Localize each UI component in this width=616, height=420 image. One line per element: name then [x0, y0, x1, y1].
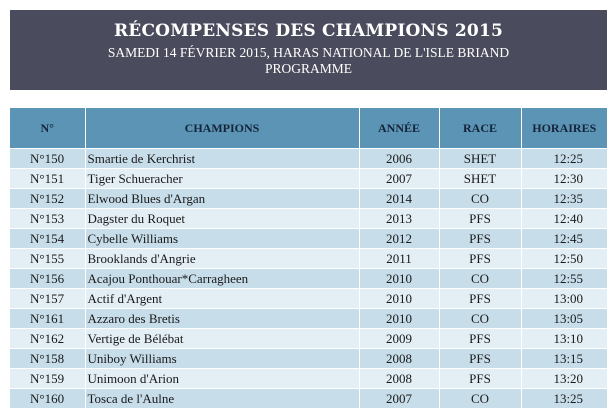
cell-number: N°159 [10, 369, 85, 389]
cell-time: 12:40 [521, 209, 607, 229]
champions-table [10, 108, 607, 408]
cell-champion: Acajou Ponthouar*Carragheen [85, 269, 359, 289]
cell-number: N°151 [10, 169, 85, 189]
cell-race: PFS [439, 249, 521, 269]
cell-year: 2013 [359, 209, 439, 229]
cell-time: 13:00 [521, 289, 607, 309]
title-banner [10, 10, 607, 90]
cell-year: 2008 [359, 369, 439, 389]
cell-number: N°161 [10, 309, 85, 329]
cell-year: 2014 [359, 189, 439, 209]
cell-time: 13:05 [521, 309, 607, 329]
cell-race: CO [439, 189, 521, 209]
table-row [10, 149, 607, 169]
cell-champion: Vertige de Bélébat [85, 329, 359, 349]
cell-number: N°150 [10, 149, 85, 169]
cell-time: 13:25 [521, 389, 607, 409]
table-row [10, 269, 607, 289]
column-header-year: ANNÉE [359, 108, 439, 149]
cell-race: PFS [439, 329, 521, 349]
column-header-champions: CHAMPIONS [85, 108, 359, 149]
cell-time: 12:35 [521, 189, 607, 209]
cell-champion: Cybelle Williams [85, 229, 359, 249]
column-header-times: HORAIRES [521, 108, 607, 149]
event-subtitle: SAMEDI 14 FÉVRIER 2015, HARAS NATIONAL DE L'ISLE BRIAND [107, 45, 510, 60]
cell-time: 13:15 [521, 349, 607, 369]
cell-year: 2012 [359, 229, 439, 249]
cell-year: 2009 [359, 329, 439, 349]
program-label: PROGRAMME [264, 61, 353, 76]
cell-time: 12:55 [521, 269, 607, 289]
cell-champion: Brooklands d'Angrie [85, 249, 359, 269]
cell-year: 2010 [359, 289, 439, 309]
column-header-number: N° [10, 108, 85, 149]
cell-year: 2010 [359, 269, 439, 289]
cell-number: N°162 [10, 329, 85, 349]
cell-race: PFS [439, 369, 521, 389]
cell-champion: Smartie de Kerchrist [85, 149, 359, 169]
cell-champion: Elwood Blues d'Argan [85, 189, 359, 209]
cell-race: CO [439, 309, 521, 329]
cell-champion: Uniboy Williams [85, 349, 359, 369]
cell-race: SHET [439, 149, 521, 169]
cell-race: PFS [439, 349, 521, 369]
table-row [10, 209, 607, 229]
cell-time: 12:45 [521, 229, 607, 249]
page-title: RÉCOMPENSES DES CHAMPIONS 2015 [113, 21, 504, 41]
cell-number: N°154 [10, 229, 85, 249]
table-row [10, 229, 607, 249]
cell-time: 12:30 [521, 169, 607, 189]
cell-number: N°153 [10, 209, 85, 229]
cell-year: 2006 [359, 149, 439, 169]
cell-number: N°156 [10, 269, 85, 289]
table-row [10, 289, 607, 309]
cell-champion: Unimoon d'Arion [85, 369, 359, 389]
cell-number: N°152 [10, 189, 85, 209]
cell-number: N°160 [10, 389, 85, 409]
cell-champion: Tosca de l'Aulne [85, 389, 359, 409]
table-row [10, 189, 607, 209]
cell-time: 13:10 [521, 329, 607, 349]
cell-race: PFS [439, 229, 521, 249]
table-header-row [10, 108, 607, 149]
table-row [10, 309, 607, 329]
column-header-race: RACE [439, 108, 521, 149]
cell-year: 2008 [359, 349, 439, 369]
table-row [10, 389, 607, 409]
cell-year: 2007 [359, 169, 439, 189]
cell-champion: Actif d'Argent [85, 289, 359, 309]
cell-number: N°158 [10, 349, 85, 369]
cell-number: N°155 [10, 249, 85, 269]
cell-race: PFS [439, 289, 521, 309]
table-row [10, 249, 607, 269]
cell-year: 2011 [359, 249, 439, 269]
cell-year: 2010 [359, 309, 439, 329]
cell-year: 2007 [359, 389, 439, 409]
cell-race: SHET [439, 169, 521, 189]
cell-race: CO [439, 389, 521, 409]
cell-time: 12:50 [521, 249, 607, 269]
cell-champion: Tiger Schueracher [85, 169, 359, 189]
cell-race: PFS [439, 209, 521, 229]
cell-race: CO [439, 269, 521, 289]
cell-time: 12:25 [521, 149, 607, 169]
cell-number: N°157 [10, 289, 85, 309]
table-row [10, 169, 607, 189]
cell-time: 13:20 [521, 369, 607, 389]
table-row [10, 329, 607, 349]
table-row [10, 369, 607, 389]
table-row [10, 349, 607, 369]
cell-champion: Dagster du Roquet [85, 209, 359, 229]
cell-champion: Azzaro des Bretis [85, 309, 359, 329]
